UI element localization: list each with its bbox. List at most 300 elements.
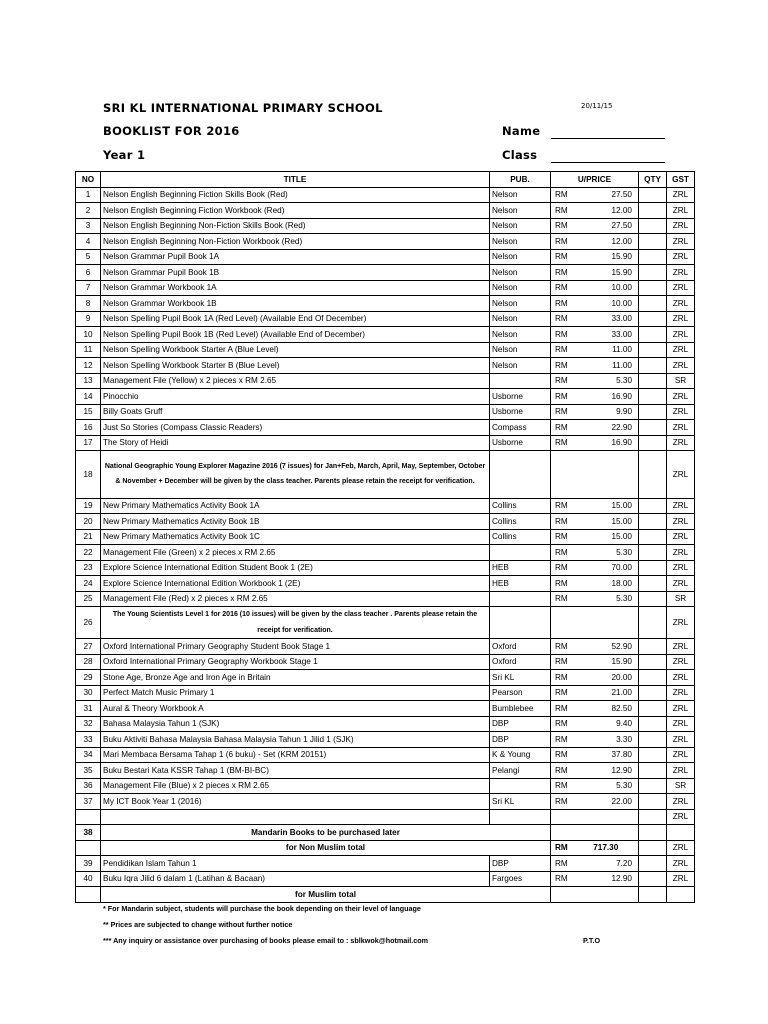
- row-currency: RM: [551, 342, 578, 358]
- row-publisher: Bumblebee: [490, 701, 551, 717]
- row-title: [101, 809, 490, 825]
- row-qty[interactable]: [639, 732, 667, 748]
- row-currency: [551, 607, 578, 639]
- row-number: 23: [76, 560, 101, 576]
- row-price: 18.00: [578, 576, 639, 592]
- row-qty[interactable]: [639, 327, 667, 343]
- row-qty[interactable]: [639, 342, 667, 358]
- row-qty[interactable]: [639, 265, 667, 281]
- row-number: 21: [76, 529, 101, 545]
- row-price: 15.90: [578, 265, 639, 281]
- row-price: 12.00: [578, 203, 639, 219]
- row-qty[interactable]: [639, 218, 667, 234]
- row-gst: ZRL: [667, 871, 695, 887]
- row-number: 11: [76, 342, 101, 358]
- row-qty[interactable]: [639, 435, 667, 451]
- table-row: [76, 856, 695, 872]
- row-qty[interactable]: [639, 529, 667, 545]
- row-publisher: Nelson: [490, 218, 551, 234]
- row-gst: ZRL: [667, 716, 695, 732]
- row-qty[interactable]: [639, 234, 667, 250]
- row-number: 3: [76, 218, 101, 234]
- row-currency: RM: [551, 670, 578, 686]
- row-gst: ZRL: [667, 639, 695, 655]
- row-publisher: Usborne: [490, 435, 551, 451]
- row-currency: RM: [551, 327, 578, 343]
- row-title: Buku Iqra Jilid 6 dalam 1 (Latihan & Bacaan): [101, 871, 490, 887]
- row-currency: RM: [551, 389, 578, 405]
- row-publisher: Sri KL: [490, 794, 551, 810]
- table-row: [76, 545, 695, 561]
- table-row: [76, 529, 695, 545]
- row-gst: ZRL: [667, 576, 695, 592]
- row-qty[interactable]: [639, 560, 667, 576]
- row-publisher: Collins: [490, 514, 551, 530]
- row-publisher: Nelson: [490, 187, 551, 203]
- row-currency: RM: [551, 545, 578, 561]
- row-title: Management File (Red) x 2 pieces x RM 2.65: [101, 591, 490, 607]
- row-number: 32: [76, 716, 101, 732]
- row-title: Nelson Spelling Pupil Book 1B (Red Level) (Available End of December): [101, 327, 490, 343]
- row-price: 16.90: [578, 435, 639, 451]
- row-qty[interactable]: [639, 747, 667, 763]
- pto-label: P.T.O: [583, 936, 601, 945]
- table-row: [76, 358, 695, 374]
- row-price: 21.00: [578, 685, 639, 701]
- row-price: 22.90: [578, 420, 639, 436]
- row-title: Pendidikan Islam Tahun 1: [101, 856, 490, 872]
- row-number: 4: [76, 234, 101, 250]
- row-gst: ZRL: [667, 670, 695, 686]
- row-publisher: Nelson: [490, 327, 551, 343]
- row-price: 15.90: [578, 654, 639, 670]
- table-row: [76, 871, 695, 887]
- row-title: Nelson Grammar Pupil Book 1A: [101, 249, 490, 265]
- row-title: Nelson Spelling Workbook Starter B (Blue Level): [101, 358, 490, 374]
- row-price: [578, 825, 639, 841]
- row-title: Just So Stories (Compass Classic Readers): [101, 420, 490, 436]
- row-publisher: Nelson: [490, 234, 551, 250]
- footnote-prices: ** Prices are subjected to change without further notice: [103, 920, 293, 929]
- school-name: SRI KL INTERNATIONAL PRIMARY SCHOOL: [103, 101, 383, 115]
- row-gst: ZRL: [667, 794, 695, 810]
- row-price: 11.00: [578, 358, 639, 374]
- row-qty[interactable]: [639, 498, 667, 514]
- row-publisher: Pelangi: [490, 763, 551, 779]
- class-field[interactable]: [551, 162, 665, 163]
- row-price: 70.00: [578, 560, 639, 576]
- table-header: [76, 172, 695, 188]
- row-qty[interactable]: [639, 249, 667, 265]
- row-title: Management File (Blue) x 2 pieces x RM 2.65: [101, 778, 490, 794]
- row-title: Management File (Green) x 2 pieces x RM 2.65: [101, 545, 490, 561]
- table-row: [76, 607, 695, 639]
- table-row: [76, 280, 695, 296]
- row-section-label: for Muslim total: [101, 887, 551, 903]
- row-publisher: [490, 451, 551, 499]
- row-price: [578, 809, 639, 825]
- table-row: [76, 342, 695, 358]
- row-qty[interactable]: [639, 701, 667, 717]
- row-currency: RM: [551, 420, 578, 436]
- row-gst: SR: [667, 591, 695, 607]
- row-currency: RM: [551, 685, 578, 701]
- row-number: [76, 840, 101, 856]
- row-publisher: Nelson: [490, 265, 551, 281]
- row-currency: RM: [551, 747, 578, 763]
- row-title: New Primary Mathematics Activity Book 1A: [101, 498, 490, 514]
- table-row: [76, 887, 695, 903]
- row-number: 33: [76, 732, 101, 748]
- row-price: 20.00: [578, 670, 639, 686]
- row-gst: ZRL: [667, 311, 695, 327]
- row-publisher: Collins: [490, 529, 551, 545]
- row-title: Buku Bestari Kata KSSR Tahap 1 (BM-BI-BC): [101, 763, 490, 779]
- row-gst: ZRL: [667, 265, 695, 281]
- row-gst: ZRL: [667, 654, 695, 670]
- row-gst: ZRL: [667, 607, 695, 639]
- row-gst: ZRL: [667, 514, 695, 530]
- col-qty: QTY: [639, 172, 667, 188]
- row-currency: RM: [551, 560, 578, 576]
- row-title: Nelson Grammar Workbook 1A: [101, 280, 490, 296]
- row-publisher: [490, 607, 551, 639]
- row-publisher: [490, 545, 551, 561]
- row-currency: RM: [551, 514, 578, 530]
- row-price: [578, 451, 639, 499]
- row-qty[interactable]: [639, 778, 667, 794]
- table-row: [76, 451, 695, 499]
- row-gst: ZRL: [667, 404, 695, 420]
- table-row: [76, 716, 695, 732]
- row-currency: [551, 825, 578, 841]
- row-price: 27.50: [578, 187, 639, 203]
- row-number: 18: [76, 451, 101, 499]
- row-publisher: Nelson: [490, 296, 551, 312]
- row-qty[interactable]: [639, 420, 667, 436]
- row-number: 13: [76, 373, 101, 389]
- row-qty[interactable]: [639, 514, 667, 530]
- table-row: [76, 311, 695, 327]
- table-row: [76, 591, 695, 607]
- table-row: [76, 747, 695, 763]
- row-gst: ZRL: [667, 218, 695, 234]
- row-gst: ZRL: [667, 840, 695, 856]
- row-qty[interactable]: [639, 203, 667, 219]
- row-currency: RM: [551, 794, 578, 810]
- table-row: [76, 296, 695, 312]
- row-number: 20: [76, 514, 101, 530]
- row-price: 22.00: [578, 794, 639, 810]
- row-price: 3.30: [578, 732, 639, 748]
- row-price: 7.20: [578, 856, 639, 872]
- row-price: 15.00: [578, 498, 639, 514]
- row-qty[interactable]: [639, 685, 667, 701]
- row-publisher: Oxford: [490, 654, 551, 670]
- row-currency: RM: [551, 871, 578, 887]
- row-publisher: DBP: [490, 716, 551, 732]
- row-section-label: for Non Muslim total: [101, 840, 551, 856]
- row-qty[interactable]: [639, 763, 667, 779]
- row-qty[interactable]: [639, 576, 667, 592]
- row-title: Nelson Grammar Pupil Book 1B: [101, 265, 490, 281]
- col-pub: PUB.: [490, 172, 551, 188]
- row-number: 22: [76, 545, 101, 561]
- row-price: 5.30: [578, 591, 639, 607]
- row-publisher: Nelson: [490, 203, 551, 219]
- class-label: Class: [502, 148, 538, 162]
- table-row: [76, 639, 695, 655]
- row-qty[interactable]: [639, 716, 667, 732]
- row-publisher: Sri KL: [490, 670, 551, 686]
- row-publisher: HEB: [490, 576, 551, 592]
- table-row: [76, 576, 695, 592]
- row-number: 37: [76, 794, 101, 810]
- row-publisher: Nelson: [490, 311, 551, 327]
- row-qty[interactable]: [639, 856, 667, 872]
- row-title: Bahasa Malaysia Tahun 1 (SJK): [101, 716, 490, 732]
- table-row: [76, 249, 695, 265]
- row-gst: ZRL: [667, 420, 695, 436]
- row-number: 27: [76, 639, 101, 655]
- table-row: [76, 218, 695, 234]
- row-gst: ZRL: [667, 701, 695, 717]
- row-number: 25: [76, 591, 101, 607]
- row-publisher: [490, 591, 551, 607]
- table-row: [76, 514, 695, 530]
- row-qty[interactable]: [639, 887, 667, 903]
- row-title: Explore Science International Edition Student Book 1 (2E): [101, 560, 490, 576]
- row-gst: [667, 887, 695, 903]
- row-gst: ZRL: [667, 187, 695, 203]
- row-number: 6: [76, 265, 101, 281]
- row-number: 8: [76, 296, 101, 312]
- row-gst: ZRL: [667, 234, 695, 250]
- row-currency: RM: [551, 265, 578, 281]
- row-gst: ZRL: [667, 280, 695, 296]
- row-title: Oxford International Primary Geography Student Book Stage 1: [101, 639, 490, 655]
- row-title: Nelson English Beginning Non-Fiction Workbook (Red): [101, 234, 490, 250]
- row-number: 26: [76, 607, 101, 639]
- row-publisher: [490, 778, 551, 794]
- row-publisher: [490, 373, 551, 389]
- row-number: [76, 809, 101, 825]
- row-publisher: Nelson: [490, 249, 551, 265]
- row-title: Stone Age, Bronze Age and Iron Age in Britain: [101, 670, 490, 686]
- row-publisher: Pearson: [490, 685, 551, 701]
- row-publisher: Nelson: [490, 358, 551, 374]
- col-gst: GST: [667, 172, 695, 188]
- row-price: 33.00: [578, 311, 639, 327]
- table-row: [76, 701, 695, 717]
- table-row: [76, 794, 695, 810]
- row-qty[interactable]: [639, 825, 667, 841]
- row-currency: [551, 887, 578, 903]
- row-price: 12.90: [578, 763, 639, 779]
- row-price: 37.80: [578, 747, 639, 763]
- row-qty[interactable]: [639, 639, 667, 655]
- row-gst: ZRL: [667, 435, 695, 451]
- row-title: New Primary Mathematics Activity Book 1C: [101, 529, 490, 545]
- row-gst: ZRL: [667, 545, 695, 561]
- row-number: 15: [76, 404, 101, 420]
- row-gst: ZRL: [667, 389, 695, 405]
- row-price: 15.90: [578, 249, 639, 265]
- row-publisher: HEB: [490, 560, 551, 576]
- row-currency: RM: [551, 856, 578, 872]
- row-price: 27.50: [578, 218, 639, 234]
- row-qty[interactable]: [639, 187, 667, 203]
- row-currency: RM: [551, 778, 578, 794]
- row-title: Buku Aktiviti Bahasa Malaysia Bahasa Malaysia Tahun 1 Jilid 1 (SJK): [101, 732, 490, 748]
- row-price: 15.00: [578, 529, 639, 545]
- row-price: 10.00: [578, 280, 639, 296]
- row-publisher: Oxford: [490, 639, 551, 655]
- row-qty[interactable]: [639, 809, 667, 825]
- table-row: [76, 203, 695, 219]
- row-currency: RM: [551, 187, 578, 203]
- row-number: 24: [76, 576, 101, 592]
- row-qty[interactable]: [639, 545, 667, 561]
- row-price: 11.00: [578, 342, 639, 358]
- row-title: Nelson Spelling Pupil Book 1A (Red Level) (Available End Of December): [101, 311, 490, 327]
- row-gst: ZRL: [667, 685, 695, 701]
- col-uprice: U/PRICE: [551, 172, 639, 188]
- table-row: [76, 187, 695, 203]
- row-currency: RM: [551, 203, 578, 219]
- row-title: Billy Goats Gruff: [101, 404, 490, 420]
- row-number: 12: [76, 358, 101, 374]
- row-currency: RM: [551, 763, 578, 779]
- col-no: NO: [76, 172, 101, 188]
- row-qty[interactable]: [639, 311, 667, 327]
- row-number: 31: [76, 701, 101, 717]
- table-row: [76, 825, 695, 841]
- row-publisher: Compass: [490, 420, 551, 436]
- row-gst: SR: [667, 373, 695, 389]
- name-field[interactable]: [551, 138, 665, 139]
- row-number: 35: [76, 763, 101, 779]
- booklist-table: [75, 171, 695, 903]
- row-price: 717.30: [578, 840, 639, 856]
- row-qty[interactable]: [639, 280, 667, 296]
- row-qty[interactable]: [639, 451, 667, 499]
- row-currency: RM: [551, 218, 578, 234]
- row-title: Management File (Yellow) x 2 pieces x RM 2.65: [101, 373, 490, 389]
- row-price: 33.00: [578, 327, 639, 343]
- row-currency: RM: [551, 234, 578, 250]
- row-gst: SR: [667, 778, 695, 794]
- row-number: 39: [76, 856, 101, 872]
- row-title: Mari Membaca Bersama Tahap 1 (6 buku) - Set (KRM 20151): [101, 747, 490, 763]
- footnote-mandarin: * For Mandarin subject, students will purchase the book depending on their level of language: [103, 904, 421, 913]
- row-gst: ZRL: [667, 763, 695, 779]
- row-qty[interactable]: [639, 670, 667, 686]
- row-number: 14: [76, 389, 101, 405]
- row-qty[interactable]: [639, 296, 667, 312]
- row-title: My ICT Book Year 1 (2016): [101, 794, 490, 810]
- row-qty[interactable]: [639, 607, 667, 639]
- row-price: 12.90: [578, 871, 639, 887]
- row-qty[interactable]: [639, 404, 667, 420]
- print-date: 20/11/15: [581, 102, 613, 110]
- row-gst: ZRL: [667, 327, 695, 343]
- row-number: 29: [76, 670, 101, 686]
- row-number: 38: [76, 825, 101, 841]
- row-currency: RM: [551, 732, 578, 748]
- row-title: Aural & Theory Workbook A: [101, 701, 490, 717]
- row-number: 7: [76, 280, 101, 296]
- row-gst: [667, 825, 695, 841]
- row-qty[interactable]: [639, 591, 667, 607]
- table-row: [76, 327, 695, 343]
- table-row: [76, 685, 695, 701]
- row-publisher: Nelson: [490, 280, 551, 296]
- row-qty[interactable]: [639, 389, 667, 405]
- row-currency: RM: [551, 296, 578, 312]
- row-currency: RM: [551, 498, 578, 514]
- row-price: 15.00: [578, 514, 639, 530]
- table-row: [76, 654, 695, 670]
- row-gst: ZRL: [667, 560, 695, 576]
- table-row: [76, 809, 695, 825]
- table-row: [76, 778, 695, 794]
- row-title: Nelson English Beginning Fiction Skills Book (Red): [101, 187, 490, 203]
- row-section-label: Mandarin Books to be purchased later: [101, 825, 551, 841]
- row-number: 9: [76, 311, 101, 327]
- row-publisher: Fargoes: [490, 871, 551, 887]
- table-row: [76, 265, 695, 281]
- row-qty[interactable]: [639, 871, 667, 887]
- row-number: 10: [76, 327, 101, 343]
- table-row: [76, 404, 695, 420]
- row-price: 5.30: [578, 373, 639, 389]
- row-currency: RM: [551, 529, 578, 545]
- row-qty[interactable]: [639, 654, 667, 670]
- row-currency: RM: [551, 404, 578, 420]
- row-currency: RM: [551, 654, 578, 670]
- table-row: [76, 763, 695, 779]
- table-row: [76, 373, 695, 389]
- row-title: Perfect Match Music Primary 1: [101, 685, 490, 701]
- row-price: [578, 887, 639, 903]
- row-price: 9.40: [578, 716, 639, 732]
- row-qty[interactable]: [639, 358, 667, 374]
- row-gst: ZRL: [667, 498, 695, 514]
- row-currency: RM: [551, 639, 578, 655]
- footnote-inquiry: *** Any inquiry or assistance over purchasing of books please email to : sblkwok@hotmail.com: [103, 936, 429, 945]
- row-currency: RM: [551, 435, 578, 451]
- row-title: Nelson Spelling Workbook Starter A (Blue Level): [101, 342, 490, 358]
- row-publisher: DBP: [490, 856, 551, 872]
- table-row: [76, 840, 695, 856]
- row-currency: RM: [551, 716, 578, 732]
- row-title: Oxford International Primary Geography Workbook Stage 1: [101, 654, 490, 670]
- row-number: 28: [76, 654, 101, 670]
- table-row: [76, 498, 695, 514]
- row-price: 5.30: [578, 778, 639, 794]
- row-title: Nelson English Beginning Non-Fiction Skills Book (Red): [101, 218, 490, 234]
- row-number: 40: [76, 871, 101, 887]
- row-qty[interactable]: [639, 794, 667, 810]
- row-qty[interactable]: [639, 373, 667, 389]
- row-qty[interactable]: [639, 840, 667, 856]
- row-gst: ZRL: [667, 342, 695, 358]
- row-currency: RM: [551, 701, 578, 717]
- row-gst: ZRL: [667, 856, 695, 872]
- row-number: 5: [76, 249, 101, 265]
- table-row: [76, 389, 695, 405]
